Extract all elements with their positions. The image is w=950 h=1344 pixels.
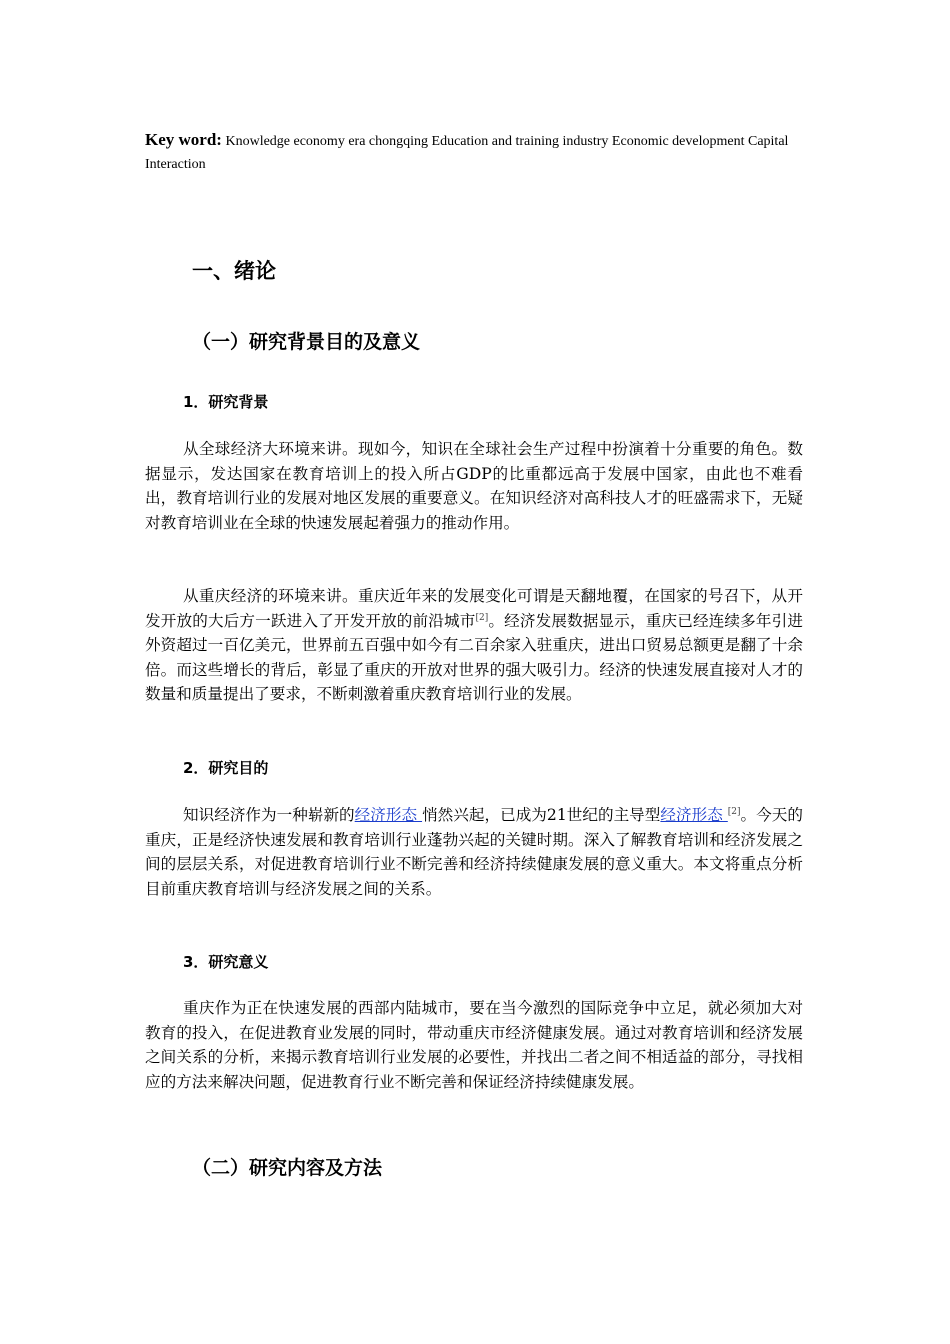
paragraph-text: 。经济发展数据显示，重庆已经连续多年引进外资超过一百亿美元，世界前五百强中如今有二百余家入驻重庆，进出口贸易总额更是翻了十余倍。而这些增长的背后，彰显了重庆的开放对世界的强大吸引力。经济的快速发展直接对人才的数量和质量提出了要求，不断刺激着重庆教育培训行业的发展。 (145, 611, 803, 704)
paragraph-text: 悄然兴起，已成为21世纪的主导型 (422, 806, 661, 824)
paragraph-research-significance: 重庆作为正在快速发展的西部内陆城市，要在当今激烈的国际竞争中立足，就必须加大对教育的投入，在促进教育业发展的同时，带动重庆市经济健康发展。通过对教育培训和经济发展之间关系的分析，来揭示教育培训行业发展的必要性，并找出二者之间不相适益的部分，寻找相应的方法来解决问题，促进教育行业不断完善和保证经济持续健康发展。 (145, 999, 803, 1091)
economic-form-link[interactable]: 经济形态 (354, 806, 423, 824)
keywords-paragraph (145, 128, 795, 176)
paragraph-text: 。今天的重庆，正是经济快速发展和教育培训行业蓬勃兴起的关键时期。深入了解教育培训和经济发展之间的层层关系，对促进教育培训行业不断完善和经济持续健康发展的意义重大。本文将重点分析目前重庆教育培训与经济发展之间的关系。 (145, 806, 803, 898)
chapter-heading: 一、绪论 (192, 259, 276, 283)
paragraph-text: 从重庆经济的环境来讲。重庆近年来的发展变化可谓是天翻地覆，在国家的号召下，从开发开放的大后方一跃进入了开发开放的前沿城市 (145, 587, 803, 630)
paragraph-research-purpose (145, 803, 803, 901)
keywords-text: Knowledge economy era chongqing Education and training industry Economic development Capital Interaction (145, 134, 789, 172)
subsection-heading-background: 1．研究背景 (183, 393, 269, 411)
paragraph-chongqing-economy (145, 584, 803, 707)
section-heading-content-methods: （二）研究内容及方法 (192, 1157, 383, 1179)
subsection-heading-purpose: 2．研究目的 (183, 759, 269, 777)
citation-ref[interactable]: [2] (475, 612, 489, 623)
subsection-heading-significance: 3．研究意义 (183, 953, 269, 971)
section-heading-background: （一）研究背景目的及意义 (192, 331, 421, 353)
keywords-label: Key word: (145, 130, 222, 149)
paragraph-global-economy: 从全球经济大环境来讲。现如今，知识在全球社会生产过程中扮演着十分重要的角色。数据显示，发达国家在教育培训上的投入所占GDP的比重都远高于发展中国家，由此也不难看出，教育培训行业的发展对地区发展的重要意义。在知识经济对高科技人才的旺盛需求下，无疑对教育培训业在全球的快速发展起着强力的推动作用。 (145, 440, 803, 532)
paragraph-text: 知识经济作为一种崭新的 (183, 806, 355, 824)
economic-form-link[interactable]: 经济形态 (660, 806, 728, 824)
citation-ref[interactable]: [2] (727, 807, 741, 817)
